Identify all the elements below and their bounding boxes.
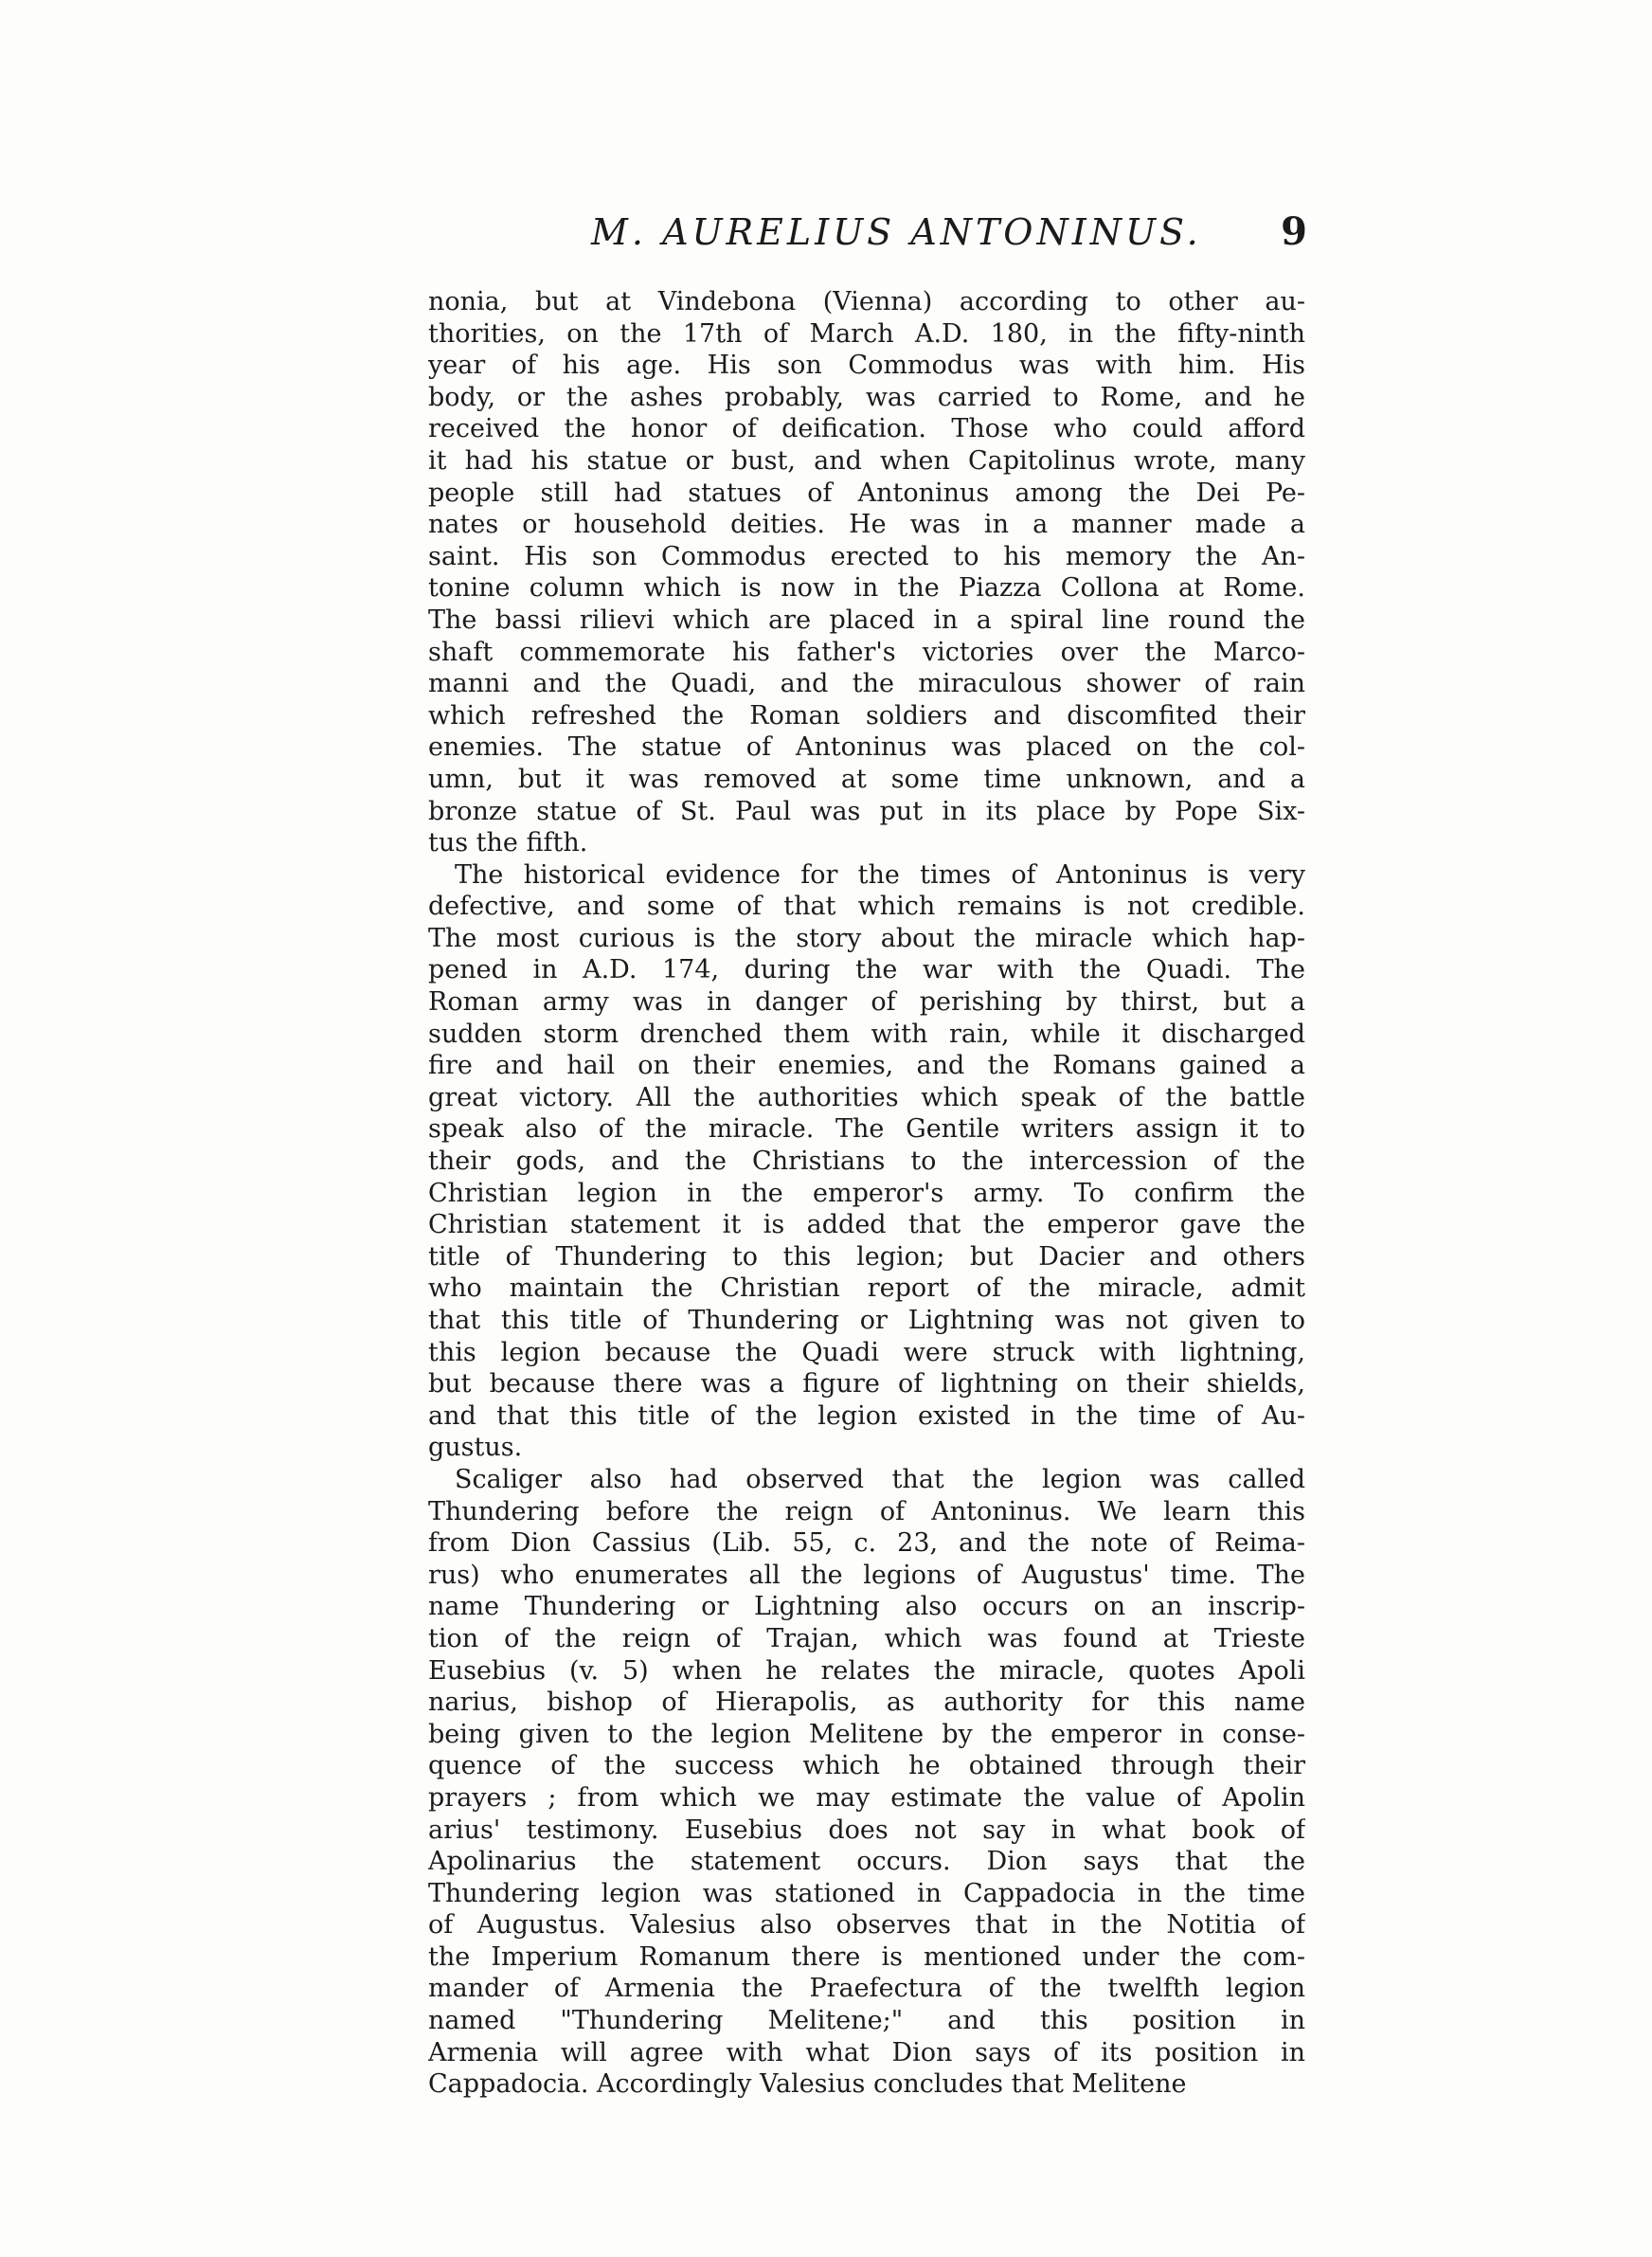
- text-line: Christian legion in the emperor's army. To confirm the: [428, 1178, 1305, 1208]
- text-line: saint. His son Commodus erected to his memory the An-: [428, 541, 1305, 571]
- text-line: defective, and some of that which remains is not credible.: [428, 892, 1305, 922]
- text-line: this legion because the Quadi were struck with lightning,: [428, 1337, 1305, 1367]
- text-line: their gods, and the Christians to the intercession of the: [428, 1147, 1305, 1177]
- text-line: Scaliger also had observed that the legion was called: [455, 1464, 1305, 1494]
- text-line: tonine column which is now in the Piazza Collona at Rome.: [428, 573, 1305, 604]
- text-line: sudden storm drenched them with rain, while it discharged: [428, 1019, 1305, 1049]
- text-line: name Thundering or Lightning also occurs on an inscrip-: [428, 1592, 1305, 1622]
- text-line: arius' testimony. Eusebius does not say in what book of: [428, 1815, 1305, 1845]
- text-line: bronze statue of St. Paul was put in its place by Pope Six-: [428, 796, 1305, 826]
- running-head: [428, 207, 1307, 263]
- body-text: [428, 286, 1305, 2101]
- text-line: body, or the ashes probably, was carried to Rome, and he: [428, 382, 1305, 412]
- page-number: 9: [1281, 209, 1307, 254]
- text-line: thorities, on the 17th of March A.D. 180, in the fifty-ninth: [428, 318, 1305, 349]
- text-line: prayers ; from which we may estimate the value of Apolin: [428, 1782, 1305, 1813]
- text-line: enemies. The statue of Antoninus was placed on the col-: [428, 732, 1305, 763]
- text-line: umn, but it was removed at some time unknown, and a: [428, 764, 1305, 794]
- text-line: nates or household deities. He was in a manner made a: [428, 510, 1305, 540]
- text-line: manni and the Quadi, and the miraculous shower of rain: [428, 669, 1305, 699]
- text-line: The most curious is the story about the miracle which hap-: [428, 923, 1305, 953]
- text-line: Roman army was in danger of perishing by thirst, but a: [428, 987, 1305, 1018]
- text-line: of Augustus. Valesius also observes that in the Notitia of: [428, 1910, 1305, 1941]
- text-line: pened in A.D. 174, during the war with the Quadi. The: [428, 955, 1305, 985]
- text-line: that this title of Thundering or Lightning was not given to: [428, 1306, 1305, 1335]
- text-line: speak also of the miracle. The Gentile writers assign it to: [428, 1114, 1305, 1145]
- text-line: being given to the legion Melitene by the emperor in conse-: [428, 1719, 1305, 1749]
- text-line: which refreshed the Roman soldiers and discomfited their: [428, 700, 1305, 731]
- text-line: quence of the success which he obtained through their: [428, 1751, 1305, 1781]
- text-line: Thundering legion was stationed in Cappadocia in the time: [428, 1878, 1305, 1908]
- text-line: tion of the reign of Trajan, which was found at Trieste: [428, 1623, 1305, 1653]
- text-line: who maintain the Christian report of the miracle, admit: [428, 1273, 1305, 1304]
- text-line: Apolinarius the statement occurs. Dion says that the: [428, 1847, 1305, 1877]
- text-line: rus) who enumerates all the legions of Augustus' time. The: [428, 1560, 1305, 1590]
- text-line: received the honor of deification. Those who could afford: [428, 414, 1305, 444]
- text-line: The bassi rilievi which are placed in a spiral line round the: [428, 605, 1305, 635]
- text-line: The historical evidence for the times of Antoninus is very: [455, 859, 1305, 890]
- text-line: great victory. All the authorities which speak of the battle: [428, 1082, 1305, 1112]
- text-line: year of his age. His son Commodus was with him. His: [428, 351, 1305, 381]
- text-line: Cappadocia. Accordingly Valesius concludes that Melitene: [428, 2069, 1187, 2100]
- text-line: fire and hail on their enemies, and the Romans gained a: [428, 1051, 1305, 1081]
- text-line: from Dion Cassius (Lib. 55, c. 23, and the note of Reima-: [428, 1528, 1305, 1559]
- text-line: Eusebius (v. 5) when he relates the miracle, quotes Apoli: [428, 1655, 1305, 1686]
- text-line: narius, bishop of Hierapolis, as authority for this name: [428, 1688, 1305, 1718]
- running-title: M. AURELIUS ANTONINUS.: [591, 211, 1202, 253]
- text-line: nonia, but at Vindebona (Vienna) according to other au-: [428, 287, 1305, 316]
- text-line: but because there was a figure of lightning on their shields,: [428, 1369, 1305, 1399]
- text-line: Thundering before the reign of Antoninus. We learn this: [428, 1496, 1305, 1526]
- text-line: Christian statement it is added that the emperor gave the: [428, 1210, 1305, 1240]
- text-line: named "Thundering Melitene;" and this position in: [428, 2006, 1305, 2036]
- text-line: tus the fifth.: [428, 828, 588, 858]
- text-line: it had his statue or bust, and when Capitolinus wrote, many: [428, 445, 1305, 476]
- text-line: Armenia will agree with what Dion says of its position in: [428, 2037, 1305, 2067]
- text-line: the Imperium Romanum there is mentioned under the com-: [428, 1941, 1305, 1972]
- text-line: and that this title of the legion existed in the time of Au-: [428, 1400, 1305, 1431]
- text-line: people still had statues of Antoninus among the Dei Pe-: [428, 478, 1305, 508]
- text-line: shaft commemorate his father's victories over the Marco-: [428, 637, 1305, 667]
- text-line: title of Thundering to this legion; but Dacier and others: [428, 1241, 1305, 1272]
- text-line: gustus.: [428, 1433, 523, 1463]
- text-line: mander of Armenia the Praefectura of the twelfth legion: [428, 1974, 1305, 2004]
